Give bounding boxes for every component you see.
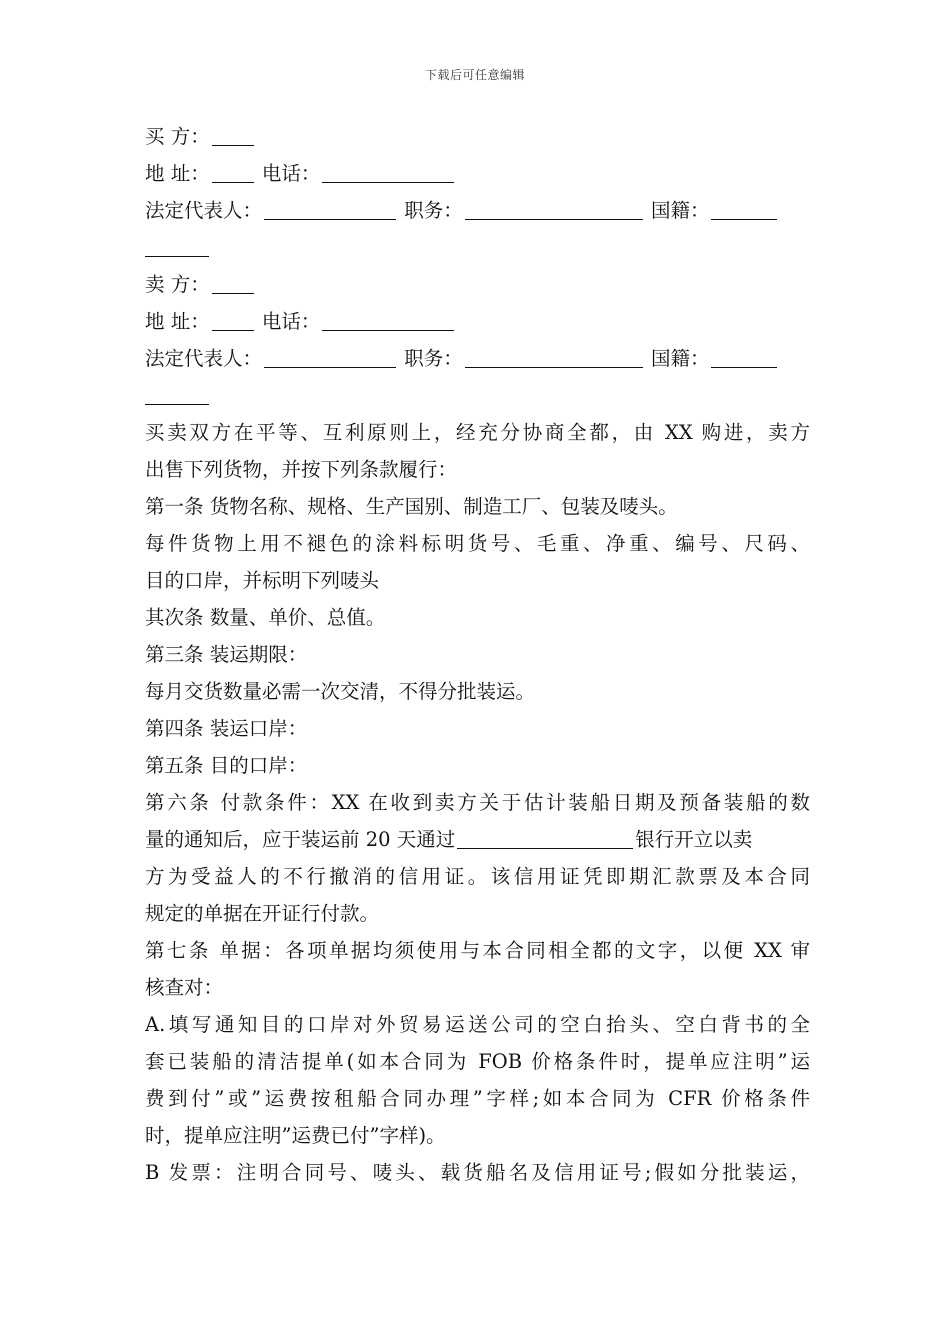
item-a-line-2: 套已装船的清洁提单(如本合同为 FOB 价格条件时，提单应注明”运: [145, 1050, 810, 1073]
buyer-phone-label: 电话：: [261, 162, 321, 185]
buyer-name-line: [145, 118, 810, 155]
buyer-address-blank[interactable]: [212, 159, 254, 183]
article-4-heading: 第四条 装运口岸：: [145, 717, 308, 740]
seller-title-blank[interactable]: [465, 344, 643, 368]
seller-nationality-blank[interactable]: [711, 344, 777, 368]
seller-nationality-label: 国籍：: [650, 347, 710, 370]
intro-line-1: 买卖双方在平等、互利原则上，经充分协商全都，由 XX 购进，卖方: [145, 421, 810, 444]
seller-nationality-cont-line: [145, 377, 810, 414]
buyer-title-label: 职务：: [404, 199, 463, 222]
article-6-line-1: 第六条 付款条件：XX 在收到卖方关于估计装船日期及预备装船的数: [145, 791, 810, 814]
seller-title-label: 职务：: [404, 347, 463, 370]
article-1-body-line-1: 每件货物上用不褪色的涂料标明货号、毛重、净重、编号、尺码、: [145, 532, 810, 555]
bank-name-blank[interactable]: [457, 825, 633, 849]
article-1-body-line-2: 目的口岸，并标明下列唛头: [145, 569, 380, 592]
article-5-heading: 第五条 目的口岸：: [145, 754, 308, 777]
seller-rep-line: [145, 340, 810, 377]
contract-body: [145, 118, 810, 1191]
buyer-rep-blank[interactable]: [264, 196, 396, 220]
seller-address-blank[interactable]: [212, 307, 254, 331]
buyer-address-label: 地 址：: [145, 162, 210, 185]
article-3-heading: 第三条 装运期限：: [145, 643, 308, 666]
seller-phone-blank[interactable]: [322, 307, 454, 331]
seller-address-label: 地 址：: [145, 310, 210, 333]
intro-line-2: 出售下列货物，并按下列条款履行：: [145, 458, 458, 481]
article-6-line-2-post: 银行开立以卖: [635, 828, 753, 851]
seller-name-blank[interactable]: [212, 270, 254, 294]
buyer-title-blank[interactable]: [465, 196, 643, 220]
article-6-line-3: 方为受益人的不行撤消的信用证。该信用证凭即期汇款票及本合同: [145, 865, 810, 888]
page-header: 下载后可任意编辑: [424, 68, 525, 82]
item-a-line-3: 费到付”或”运费按租船合同办理”字样;如本合同为 CFR 价格条件: [145, 1087, 810, 1110]
buyer-rep-label: 法定代表人：: [145, 199, 263, 222]
seller-nationality-blank-cont[interactable]: [145, 381, 209, 405]
article-7-line-1: 第七条 单据：各项单据均须使用与本合同相全都的文字，以便 XX 审: [145, 939, 810, 962]
seller-name-line: [145, 266, 810, 303]
buyer-nationality-label: 国籍：: [650, 199, 710, 222]
article-1-heading: 第一条 货物名称、规格、生产国别、制造工厂、包装及唛头。: [145, 495, 678, 518]
buyer-nationality-cont-line: [145, 229, 810, 266]
buyer-address-line: [145, 155, 810, 192]
article-6-line-2: [145, 821, 810, 858]
seller-phone-label: 电话：: [261, 310, 321, 333]
article-6-line-2-pre: 量的通知后，应于装运前 20 天通过: [145, 828, 456, 851]
article-3-body: 每月交货数量必需一次交清，不得分批装运。: [145, 680, 536, 703]
buyer-rep-line: [145, 192, 810, 229]
buyer-phone-blank[interactable]: [322, 159, 454, 183]
article-7-line-2: 核查对：: [145, 976, 224, 999]
buyer-name-blank[interactable]: [212, 122, 254, 146]
article-2-heading: 其次条 数量、单价、总值。: [145, 606, 386, 629]
item-b-line-1: B 发票：注明合同号、唛头、载货船名及信用证号;假如分批装运，: [145, 1161, 810, 1184]
article-6-line-4: 规定的单据在开证行付款。: [145, 902, 380, 925]
seller-rep-blank[interactable]: [264, 344, 396, 368]
buyer-nationality-blank-cont[interactable]: [145, 233, 209, 257]
seller-rep-label: 法定代表人：: [145, 347, 263, 370]
item-a-line-4: 时，提单应注明”运费已付”字样)。: [145, 1124, 446, 1147]
seller-address-line: [145, 303, 810, 340]
buyer-nationality-blank[interactable]: [711, 196, 777, 220]
seller-name-label: 卖 方：: [145, 273, 210, 296]
item-a-line-1: A.填写通知目的口岸对外贸易运送公司的空白抬头、空白背书的全: [145, 1013, 810, 1036]
buyer-name-label: 买 方：: [145, 125, 210, 148]
